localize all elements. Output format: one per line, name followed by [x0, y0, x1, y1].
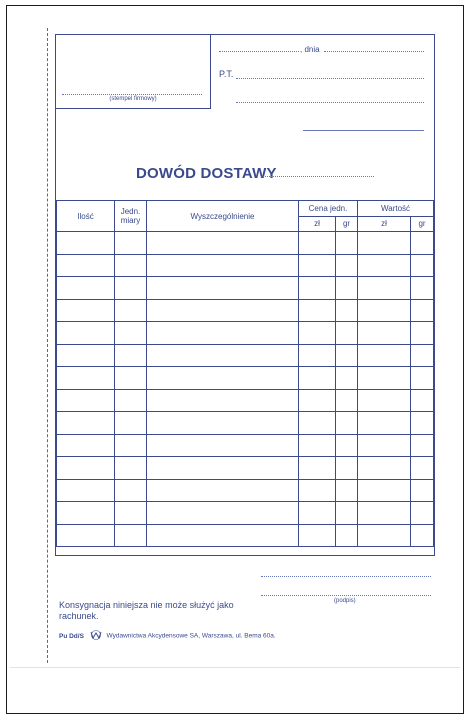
table-cell[interactable] [358, 524, 411, 547]
table-cell[interactable] [115, 277, 147, 300]
table-cell[interactable] [358, 232, 411, 255]
table-cell[interactable] [147, 232, 299, 255]
table-cell[interactable] [358, 434, 411, 457]
header-price-gr: gr [336, 216, 358, 232]
table-cell[interactable] [336, 299, 358, 322]
date-label: , dnia [300, 45, 320, 54]
table-cell[interactable] [336, 457, 358, 480]
table-cell[interactable] [299, 412, 336, 435]
table-cell[interactable] [115, 479, 147, 502]
table-cell[interactable] [147, 367, 299, 390]
table-cell[interactable] [57, 479, 115, 502]
table-cell[interactable] [358, 299, 411, 322]
table-cell[interactable] [57, 502, 115, 525]
table-cell[interactable] [336, 524, 358, 547]
table-cell[interactable] [57, 412, 115, 435]
table-cell[interactable] [299, 299, 336, 322]
table-cell[interactable] [358, 254, 411, 277]
table-cell[interactable] [299, 232, 336, 255]
table-cell[interactable] [57, 434, 115, 457]
date-field-line[interactable] [324, 51, 424, 52]
table-cell[interactable] [147, 434, 299, 457]
table-cell[interactable] [336, 254, 358, 277]
table-cell[interactable] [147, 389, 299, 412]
table-cell[interactable] [299, 344, 336, 367]
bottom-rule [10, 667, 460, 668]
table-cell[interactable] [147, 457, 299, 480]
place-field-line[interactable] [219, 51, 299, 52]
table-row [57, 412, 434, 435]
items-table [56, 200, 434, 547]
form-code: Pu Dd/S [59, 632, 84, 640]
table-cell[interactable] [147, 344, 299, 367]
header-description: Wyszczególnienie [147, 201, 299, 232]
table-cell[interactable] [411, 277, 434, 300]
table-cell[interactable] [147, 479, 299, 502]
table-cell[interactable] [411, 457, 434, 480]
table-cell[interactable] [336, 277, 358, 300]
table-cell[interactable] [147, 502, 299, 525]
table-cell[interactable] [147, 299, 299, 322]
publisher-logo-icon [90, 630, 102, 642]
table-row [57, 254, 434, 277]
header-unit-price: Cena jedn. [299, 201, 358, 217]
publisher-name: Wydawnictwa Akcydensowe SA, Warszawa, ul. Bema 60a. [106, 632, 276, 640]
perforation-line [47, 28, 48, 663]
table-cell[interactable] [411, 254, 434, 277]
table-cell[interactable] [57, 524, 115, 547]
table-cell[interactable] [336, 232, 358, 255]
table-cell[interactable] [299, 322, 336, 345]
table-cell[interactable] [57, 322, 115, 345]
table-cell[interactable] [411, 412, 434, 435]
table-cell[interactable] [358, 479, 411, 502]
table-row [57, 479, 434, 502]
table-cell[interactable] [358, 344, 411, 367]
table-cell[interactable] [57, 367, 115, 390]
table-row [57, 434, 434, 457]
table-cell[interactable] [336, 479, 358, 502]
table-cell[interactable] [115, 412, 147, 435]
table-cell[interactable] [299, 389, 336, 412]
table-cell[interactable] [299, 254, 336, 277]
table-row [57, 367, 434, 390]
table-cell[interactable] [411, 479, 434, 502]
table-row [57, 389, 434, 412]
header-unit: Jedn. miary [115, 201, 147, 232]
table-row [57, 502, 434, 525]
table-cell[interactable] [336, 322, 358, 345]
table-cell[interactable] [115, 344, 147, 367]
table-cell[interactable] [358, 389, 411, 412]
table-cell[interactable] [358, 277, 411, 300]
document-number-line[interactable] [261, 176, 374, 177]
document-title: DOWÓD DOSTAWY [136, 165, 277, 182]
table-cell[interactable] [299, 277, 336, 300]
stamp-line [62, 94, 202, 95]
table-cell[interactable] [147, 322, 299, 345]
table-row [57, 344, 434, 367]
table-cell[interactable] [411, 502, 434, 525]
table-cell[interactable] [147, 277, 299, 300]
consignment-note: Konsygnacja niniejsza nie może służyć jako rachunek. [59, 600, 234, 621]
table-cell[interactable] [411, 524, 434, 547]
header-quantity: Ilość [57, 201, 115, 232]
table-cell[interactable] [115, 502, 147, 525]
header-value: Wartość [358, 201, 434, 217]
table-cell[interactable] [57, 232, 115, 255]
header-price-zl: zł [299, 216, 336, 232]
publisher-imprint [59, 630, 276, 642]
signature-line-1[interactable] [261, 576, 431, 577]
table-cell[interactable] [299, 502, 336, 525]
table-cell[interactable] [358, 412, 411, 435]
table-row [57, 457, 434, 480]
table-cell[interactable] [57, 344, 115, 367]
table-cell[interactable] [358, 367, 411, 390]
table-cell[interactable] [115, 524, 147, 547]
table-cell[interactable] [411, 389, 434, 412]
table-cell[interactable] [115, 367, 147, 390]
table-cell[interactable] [115, 434, 147, 457]
table-cell[interactable] [336, 502, 358, 525]
table-row [57, 322, 434, 345]
table-cell[interactable] [358, 322, 411, 345]
table-cell[interactable] [299, 434, 336, 457]
table-cell[interactable] [411, 434, 434, 457]
table-row [57, 524, 434, 547]
signature-label: (podpis) [334, 598, 356, 604]
table-cell[interactable] [411, 344, 434, 367]
table-cell[interactable] [57, 277, 115, 300]
recipient-line-2[interactable] [236, 102, 424, 103]
recipient-line-3[interactable] [303, 130, 424, 131]
table-cell[interactable] [411, 322, 434, 345]
table-cell[interactable] [115, 254, 147, 277]
table-cell[interactable] [115, 299, 147, 322]
table-cell[interactable] [57, 299, 115, 322]
items-table-body [57, 232, 434, 547]
table-cell[interactable] [299, 367, 336, 390]
table-row [57, 299, 434, 322]
company-stamp-box [56, 35, 211, 109]
table-cell[interactable] [411, 367, 434, 390]
table-cell[interactable] [336, 412, 358, 435]
table-row [57, 232, 434, 255]
stamp-label: (stempel firmowy) [109, 96, 157, 102]
table-cell[interactable] [411, 299, 434, 322]
table-cell[interactable] [336, 367, 358, 390]
table-cell[interactable] [147, 254, 299, 277]
table-row [57, 277, 434, 300]
table-cell[interactable] [299, 524, 336, 547]
delivery-form [55, 34, 435, 556]
table-cell[interactable] [299, 457, 336, 480]
table-cell[interactable] [115, 457, 147, 480]
table-cell[interactable] [358, 502, 411, 525]
recipient-line-1[interactable] [236, 78, 424, 79]
table-cell[interactable] [57, 457, 115, 480]
table-cell[interactable] [336, 344, 358, 367]
header-value-zl: zł [358, 216, 411, 232]
table-cell[interactable] [147, 412, 299, 435]
table-cell[interactable] [336, 434, 358, 457]
table-cell[interactable] [336, 389, 358, 412]
table-cell[interactable] [299, 479, 336, 502]
table-cell[interactable] [115, 389, 147, 412]
table-cell[interactable] [115, 322, 147, 345]
table-cell[interactable] [147, 524, 299, 547]
table-cell[interactable] [411, 232, 434, 255]
table-cell[interactable] [358, 457, 411, 480]
signature-line-2[interactable] [261, 595, 431, 596]
header-value-gr: gr [411, 216, 434, 232]
table-cell[interactable] [115, 232, 147, 255]
table-cell[interactable] [57, 389, 115, 412]
table-cell[interactable] [57, 254, 115, 277]
recipient-label: P.T. [219, 69, 234, 79]
